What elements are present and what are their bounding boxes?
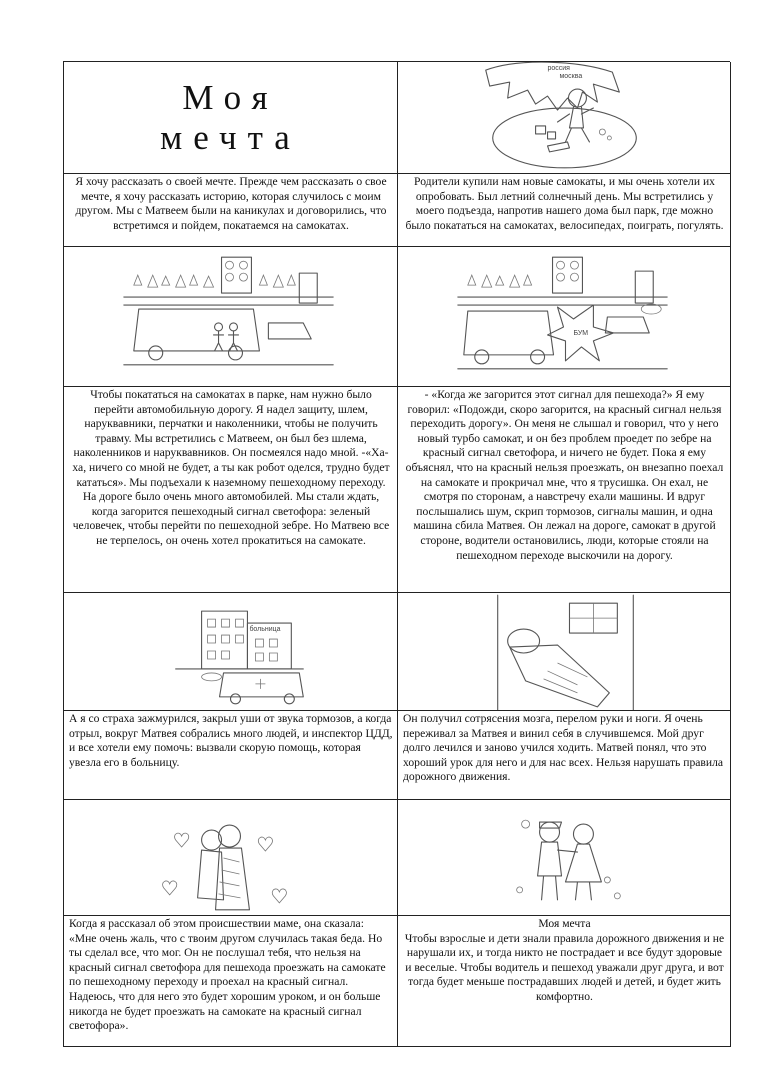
boy-on-globe-drawing bbox=[398, 62, 731, 174]
panel-1-text: Я хочу рассказать о своей мечте. Прежде чем рассказать о свое мечте, я хочу рассказать историю, которая случилось с моим другом. Мы с Матвеем были на каникулах и договорились, что встретимся и пойдем, покатаемся на самокатах. bbox=[64, 174, 398, 247]
globe-label-sub: москва bbox=[559, 72, 583, 80]
comic-grid bbox=[63, 61, 730, 1047]
panel-6-text: Он получил сотрясения мозга, перелом руки и ноги. Я очень переживал за Матвея и винил себя в случившемся. Мой друг долго лечился и заново учился ходить. Матвей понял, что это хороший урок для него и для нас всех. Нельзя нарушать правила дорожного движения. bbox=[398, 711, 731, 800]
title-line-2: мечта bbox=[160, 117, 301, 157]
title-line-1: Моя bbox=[182, 77, 279, 117]
panel-2-text: Родители купили нам новые самокаты, и мы очень хотели их опробовать. Был летний солнечный день. Мы встретились у моего подъезда, напротив нашего дома был парк, где можно было покататься на самокатах, велосипедах, поиграть, погулять. bbox=[398, 174, 731, 247]
hug-sketch bbox=[64, 800, 397, 916]
panel-4-text: - «Когда же загорится этот сигнал для пешехода?» Я ему говорил: «Подожди, скоро загорится, на красный сигнал нельзя переходить дорогу». Он меня не слышал и говорил, что у него новый турбо самокат, и он без проблем проедет по зебре на красный сигнал светофора, и ничего не будет. Пока я ему объяснял, что на красный нельзя проезжать, он внезапно поехал на самокате и прокричал мне, что я трусишка. Он ехал, не смотря по сторонам, а навстречу ехали машины. И вдруг послышались шум, скрип тормозов, сигналы машин, и одна машина сбила Матвея. Он лежал на дороге, самокат в другой стороне, водители остановились, люди, которые стояли на пешеходном переходе выскочили на дорогу. bbox=[398, 387, 731, 593]
panel-8-text: Чтобы взрослые и дети знали правила дорожного движения и не нарушали их, и тогда никто не пострадает и все будут здоровые и веселые. Чтобы водитель и пешеход уважали друг друга, и вот тогда будет меньше пострадавших людей и детей, и будет жить комфортно. bbox=[404, 931, 725, 1003]
title-cell bbox=[64, 62, 398, 174]
panel-7-text: Когда я рассказал об этом происшествии маме, она сказала: «Мне очень жаль, что с твоим другом случилась такая беда. Но ты сделал все, что мог. Он не послушал тебя, что нельзя на красный сигнал светофора для пешехода проезжать на самокате по пешеходному переходу и проехал на красный сигнал. Надеюсь, что для него это будет хорошим уроком, и он больше никогда не будет проезжать на самокате на красный сигнал светофора». bbox=[64, 916, 398, 1047]
boy-globe-sketch bbox=[398, 62, 730, 174]
car-crash-drawing bbox=[398, 247, 731, 387]
panel-8 bbox=[398, 916, 731, 1047]
kids-sketch bbox=[398, 800, 730, 916]
two-kids-drawing bbox=[398, 800, 731, 916]
hospital-sketch bbox=[64, 593, 397, 711]
hospital-label: больница bbox=[249, 625, 281, 633]
panel-3-text: Чтобы покататься на самокатах в парке, нам нужно было перейти автомобильную дорогу. Я надел защиту, шлем, наруквавники, перчатки и наколенники, чтобы не получить травму. Мы встретились с Матвеем, он был без шлема, наколенников и наруквавников. Он посмеялся надо мной. -«Ха-ха, ничего со мной не будет, а ты как робот оделся, трудно будет кататься». Мы подъехали к наземному пешеходному переходу. На дороге было очень много автомобилей. Мы стали ждать, когда загорится пешеходный сигнал светофора: зеленый человечек, чтобы перейти по пешеходной зебре. Но Матвею все не терпелось, он очень хотел прокатиться на самокате. bbox=[64, 387, 398, 593]
panel-8-heading: Моя мечта bbox=[538, 917, 591, 930]
street-sketch bbox=[64, 247, 397, 387]
hospital-drawing bbox=[64, 593, 398, 711]
boom-label: БУМ bbox=[573, 329, 589, 337]
bed-sketch bbox=[398, 593, 730, 711]
crash-sketch bbox=[398, 247, 730, 387]
panel-5-text: А я со страха зажмурился, закрыл уши от звука тормозов, а когда отрыл, вокруг Матвея собрались много людей, и инспектор ЦДД, и все хотели ему помочь: вызвали скорую помощь, которая увезла его в больницу. bbox=[64, 711, 398, 800]
mother-hug-drawing bbox=[64, 800, 398, 916]
globe-label-top: россия bbox=[547, 64, 570, 72]
comic-sheet bbox=[63, 61, 730, 1047]
boy-in-bed-drawing bbox=[398, 593, 731, 711]
street-scene-drawing bbox=[64, 247, 398, 387]
